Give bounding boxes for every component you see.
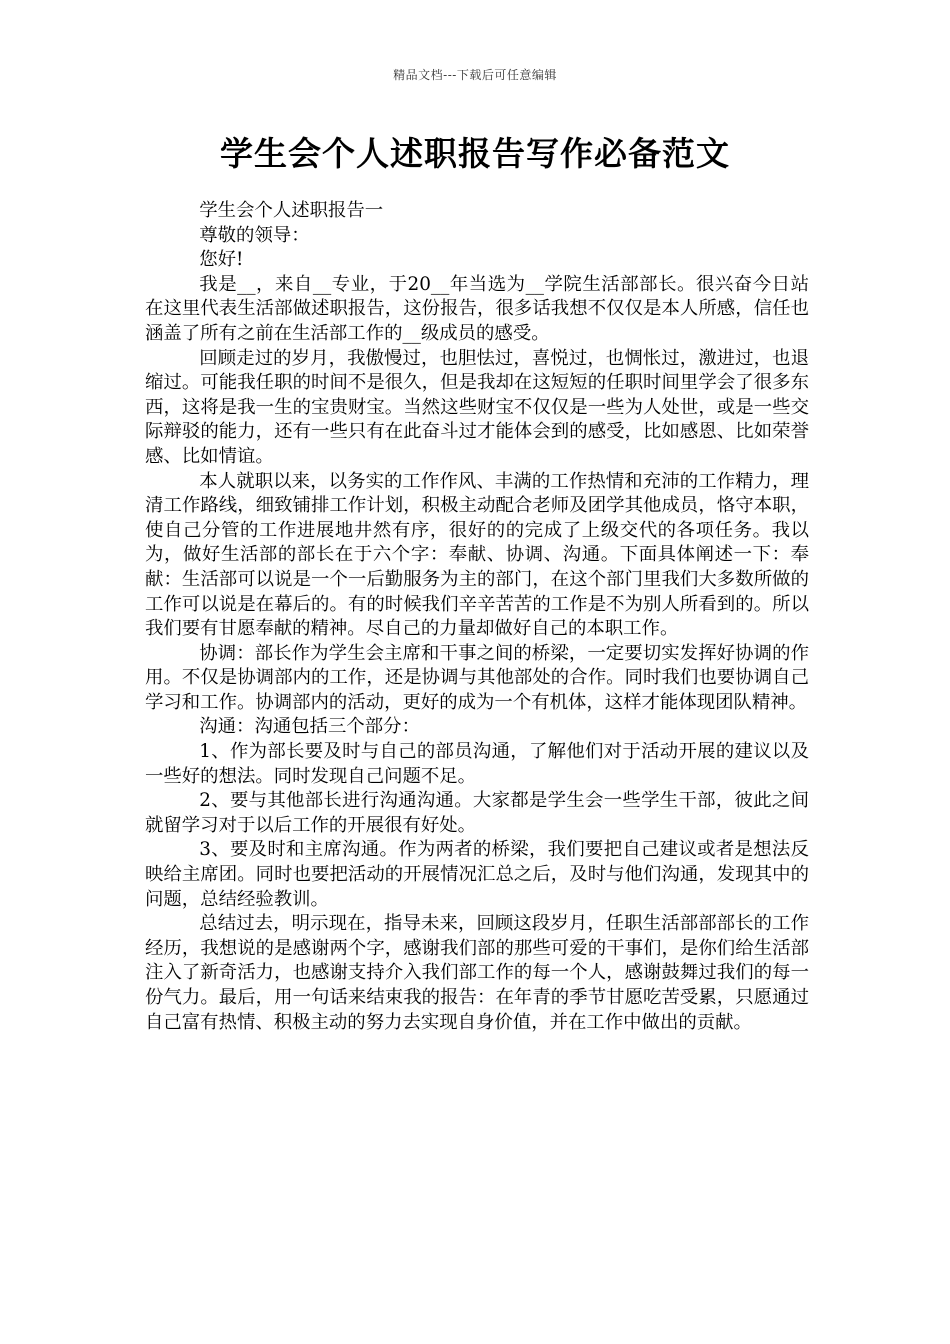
list-item: 2、要与其他部长进行沟通沟通。大家都是学生会一些学生干部，彼此之间就留学习对于以后工作的开展很有好处。 — [145, 790, 809, 836]
salutation: 尊敬的领导： — [199, 224, 310, 246]
section-heading: 学生会个人述职报告一 — [199, 200, 384, 221]
paragraph-review: 回顾走过的岁月，我傲慢过，也胆怯过，喜悦过，也惆怅过，激进过，也退缩过。可能我任职的时间不是很久，但是我却在这短短的任职时间里学会了很多东西，这将是我一生的宝贵财宝。当然这些财宝不仅仅是一些为人处世，或是一些交际辩驳的能力，还有一些只有在此奋斗过才能体会到的感受，比如感恩、比如荣誉感、比如情谊。 — [145, 347, 809, 467]
document-body — [145, 199, 809, 1035]
greeting: 您好! — [199, 249, 244, 271]
list-item: 1、作为部长要及时与自己的部员沟通，了解他们对于活动开展的建议以及一些好的想法。同时发现自己问题不足。 — [145, 741, 809, 787]
list-item: 3、要及时和主席沟通。作为两者的桥梁，我们要把自己建议或者是想法反映给主席团。同时也要把活动的开展情况汇总之后，及时与他们沟通，发现其中的问题，总结经验教训。 — [145, 839, 809, 910]
document-title: 学生会个人述职报告写作必备范文 — [220, 134, 730, 173]
paragraph-communication: 沟通：沟通包括三个部分： — [199, 716, 420, 738]
paragraph-conclusion: 总结过去，明示现在，指导未来，回顾这段岁月，任职生活部部部长的工作经历，我想说的是感谢两个字，感谢我们部的那些可爱的干事们，是你们给生活部注入了新奇活力，也感谢支持介入我们部工作的每一个人，感谢鼓舞过我们的每一份气力。最后，用一句话来结束我的报告：在年青的季节甘愿吃苦受累，只愿通过自己富有热情、积极主动的努力去实现自身价值，并在工作中做出的贡献。 — [145, 913, 809, 1033]
paragraph-work: 本人就职以来，以务实的工作作风、丰满的工作热情和充沛的工作精力，理清工作路线，细致铺排工作计划，积极主动配合老师及团学其他成员，恪守本职，使自己分管的工作进展地井然有序，很好的的完成了上级交代的各项任务。我以为，做好生活部的部长在于六个字：奉献、协调、沟通。下面具体阐述一下：奉献：生活部可以说是一个一后勤服务为主的部门，在这个部门里我们大多数所做的工作可以说是在幕后的。有的时候我们辛辛苦苦的工作是不为别人所看到的。所以我们要有甘愿奉献的精神。尽自己的力量却做好自己的本职工作。 — [145, 470, 809, 640]
paragraph-intro: 我是__，来自__专业，于20__年当选为__学院生活部部长。很兴奋今日站在这里代表生活部做述职报告，这份报告，很多话我想不仅仅是本人所感，信任也涵盖了所有之前在生活部工作的__级成员的感受。 — [145, 273, 809, 344]
paragraph-coordination: 协调：部长作为学生会主席和干事之间的桥梁，一定要切实发挥好协调的作用。不仅是协调部内的工作，还是协调与其他部处的合作。同时我们也要协调自己学习和工作。协调部内的活动，更好的成为一个有机体，这样才能体现团队精神。 — [145, 642, 809, 713]
header-note: 精品文档---下载后可任意编辑 — [393, 68, 557, 82]
